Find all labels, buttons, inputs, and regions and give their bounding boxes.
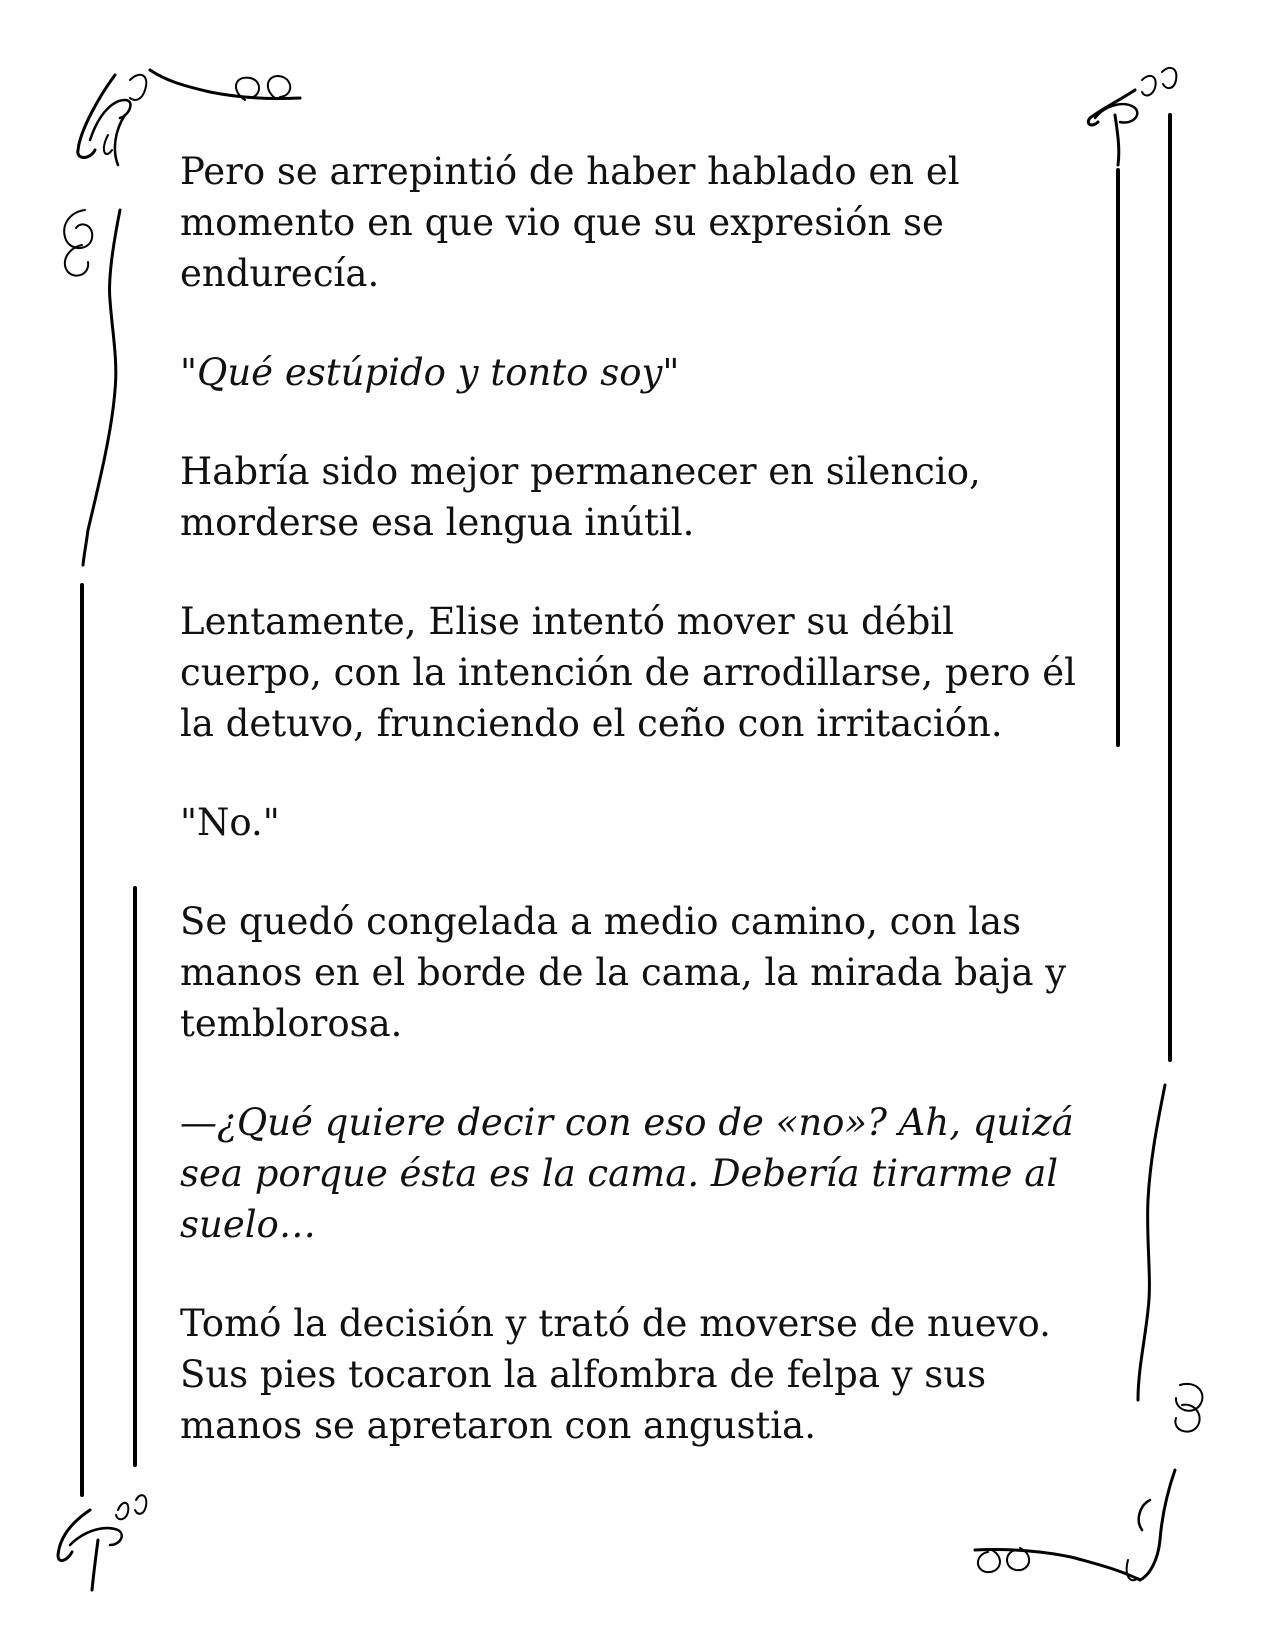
bottom-left-flourish-ornament: [58, 1495, 146, 1590]
text-body: [180, 146, 1110, 1499]
paragraph: "Qué estúpido y tonto soy": [180, 351, 680, 394]
paragraph: —¿Qué quiere decir con eso de «no»? Ah, quizá sea porque ésta es la cama. Debería tirarme al suelo…: [180, 1101, 1074, 1246]
paragraph: Se quedó congelada a medio camino, con las manos en el borde de la cama, la mirada baja y temblorosa.: [180, 900, 1067, 1045]
paragraph: Lentamente, Elise intentó mover su débil cuerpo, con la intención de arrodillarse, pero él la detuvo, frunciendo el ceño con irritación.: [180, 600, 1076, 745]
paragraph: Pero se arrepintió de haber hablado en el momento en que vio que su expresión se endurecía.: [180, 150, 960, 295]
paragraph: "No.": [180, 801, 280, 844]
paragraph: Tomó la decisión y trató de moverse de nuevo. Sus pies tocaron la alfombra de felpa y sus manos se apretaron con angustia.: [180, 1302, 1051, 1447]
paragraph: Habría sido mejor permanecer en silencio, morderse esa lengua inútil.: [180, 450, 981, 544]
